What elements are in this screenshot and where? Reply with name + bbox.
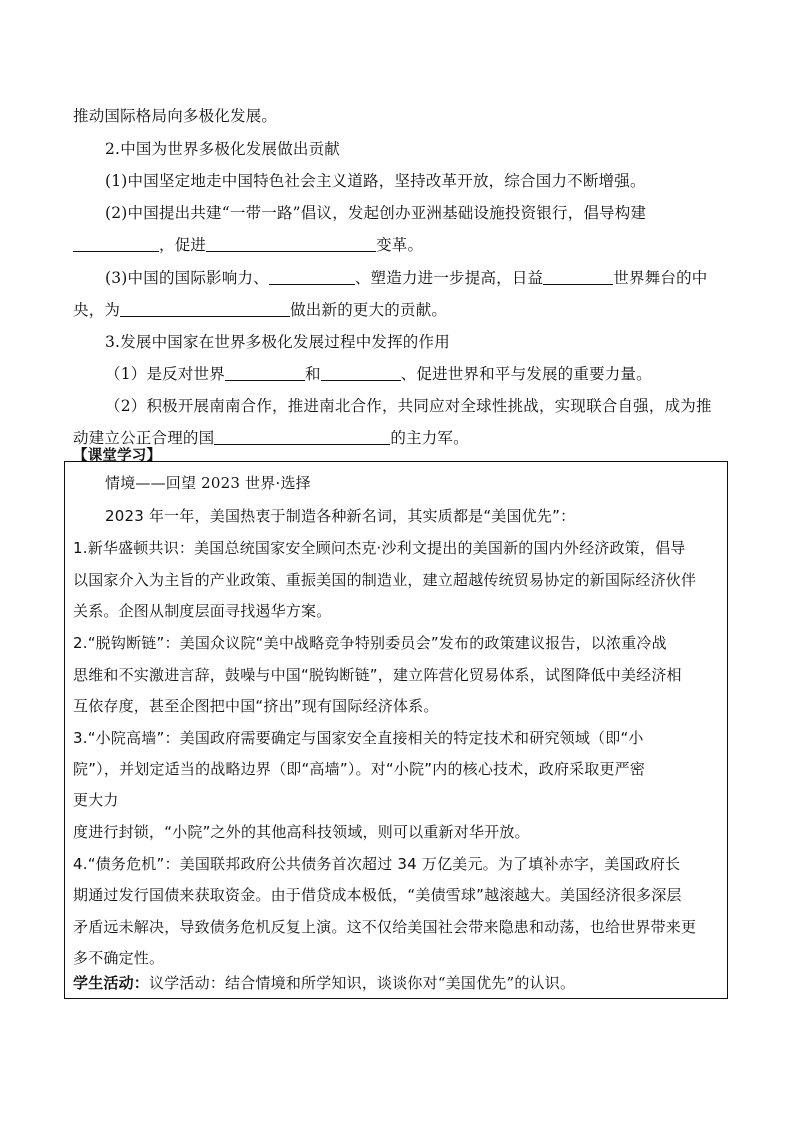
- para-4-line-2: 期通过发行国债来获取资金。由于借贷成本极低，“美债雪球”越滚越大。美国经济很多深层: [73, 886, 682, 904]
- para-2-line-3: 互依存度，甚至企图把中国“挤出”现有国际经济体系。: [73, 697, 439, 715]
- item-2-text-1: ，促进: [159, 236, 207, 254]
- item-3-line-b: [73, 298, 447, 320]
- item-3-line-a: [105, 266, 707, 288]
- item-2-line-a: (2)中国提出共建“一带一路”倡议，发起创办亚洲基础设施投资银行，倡导构建: [105, 204, 647, 222]
- fill-blank[interactable]: [225, 365, 305, 381]
- role-1-text-1: （1）是反对世界: [105, 365, 225, 383]
- para-3-line-1: 3.“小院高墙”：美国政府需要确定与国家安全直接相关的特定技术和研究领域（即“小: [73, 729, 644, 747]
- para-4-line-1: 4.“债务危机”：美国联邦政府公共债务首次超过 34 万亿美元。为了填补赤字，美国政府长: [73, 855, 681, 873]
- para-2-line-1: 2.“脱钩断链”：美国众议院“美中战略竞争特别委员会”发布的政策建议报告，以浓重冷战: [73, 634, 667, 652]
- scenario-title: 情境——回望 2023 世界·选择: [105, 474, 311, 492]
- student-activity-text: 议学活动：结合情境和所学知识，谈谈你对“美国优先”的认识。: [149, 974, 576, 992]
- fill-blank[interactable]: [321, 365, 401, 381]
- item-3-text-3: 世界舞台的中: [613, 269, 708, 287]
- role-2-line-a: （2）积极开展南南合作，推进南北合作，共同应对全球性挑战，实现联合自强，成为推: [105, 397, 712, 415]
- role-1-text-2: 和: [304, 365, 321, 383]
- fill-blank[interactable]: [120, 301, 290, 317]
- role-2-text-2: 的主力军。: [390, 429, 469, 447]
- item-1: (1)中国坚定地走中国特色社会主义道路，坚持改革开放，综合国力不断增强。: [105, 172, 646, 190]
- heading-developing-countries: 3.发展中国家在世界多极化发展过程中发挥的作用: [105, 333, 450, 351]
- item-3-text-2: 、塑造力进一步提高，日益: [354, 269, 544, 287]
- student-activity: [73, 972, 575, 993]
- fill-blank[interactable]: [206, 236, 376, 252]
- fill-blank[interactable]: [269, 269, 355, 285]
- fill-blank[interactable]: [543, 269, 613, 285]
- para-2-line-2: 思维和不实激进言辞，鼓噪与中国“脱钩断链”，建立阵营化贸易体系，试图降低中美经济相: [73, 666, 682, 684]
- fill-blank[interactable]: [73, 236, 159, 252]
- fill-blank[interactable]: [214, 429, 390, 445]
- role-1: [105, 362, 652, 384]
- para-3-line-4: 度进行封锁，“小院”之外的其他高科技领域，则可以重新对华开放。: [73, 823, 530, 841]
- student-activity-label: 学生活动：: [73, 974, 150, 992]
- role-1-text-3: 、促进世界和平与发展的重要力量。: [400, 365, 652, 383]
- scenario-intro: 2023 年一年，美国热衷于制造各种新名词，其实质都是“美国优先”：: [105, 507, 576, 525]
- continued-line: 推动国际格局向多极化发展。: [73, 107, 278, 125]
- item-2-line-b: [73, 233, 423, 255]
- role-2-text-1: 动建立公正合理的国: [73, 429, 215, 447]
- item-2-text-2: 变革。: [376, 236, 424, 254]
- item-3-text-4: 央，为: [73, 301, 121, 319]
- para-1-line-2: 以国家介入为主旨的产业政策、重振美国的制造业，建立超越传统贸易协定的新国际经济伙伴: [73, 571, 697, 589]
- class-study-label: 【课堂学习】: [73, 447, 162, 464]
- item-3-text-1: (3)中国的国际影响力、: [105, 269, 269, 287]
- para-1-line-3: 关系。企图从制度层面寻找遏华方案。: [73, 602, 332, 620]
- para-4-line-4: 多不确定性。: [73, 949, 165, 967]
- heading-china-contribution: 2.中国为世界多极化发展做出贡献: [105, 140, 340, 158]
- para-1-line-1: 1.新华盛顿共识：美国总统国家安全顾问杰克·沙利文提出的美国新的国内外经济政策，倡导: [73, 539, 686, 557]
- item-3-text-5: 做出新的更大的贡献。: [290, 301, 448, 319]
- para-3-line-2: 院”），并划定适当的战略边界（即“高墙”）。对“小院”内的核心技术，政府采取更严密: [73, 760, 646, 778]
- para-3-line-3: 更大力: [73, 791, 119, 809]
- para-4-line-3: 矛盾远未解决，导致债务危机反复上演。这不仅给美国社会带来隐患和动荡，也给世界带来更: [73, 918, 697, 936]
- scenario-box: [64, 461, 728, 999]
